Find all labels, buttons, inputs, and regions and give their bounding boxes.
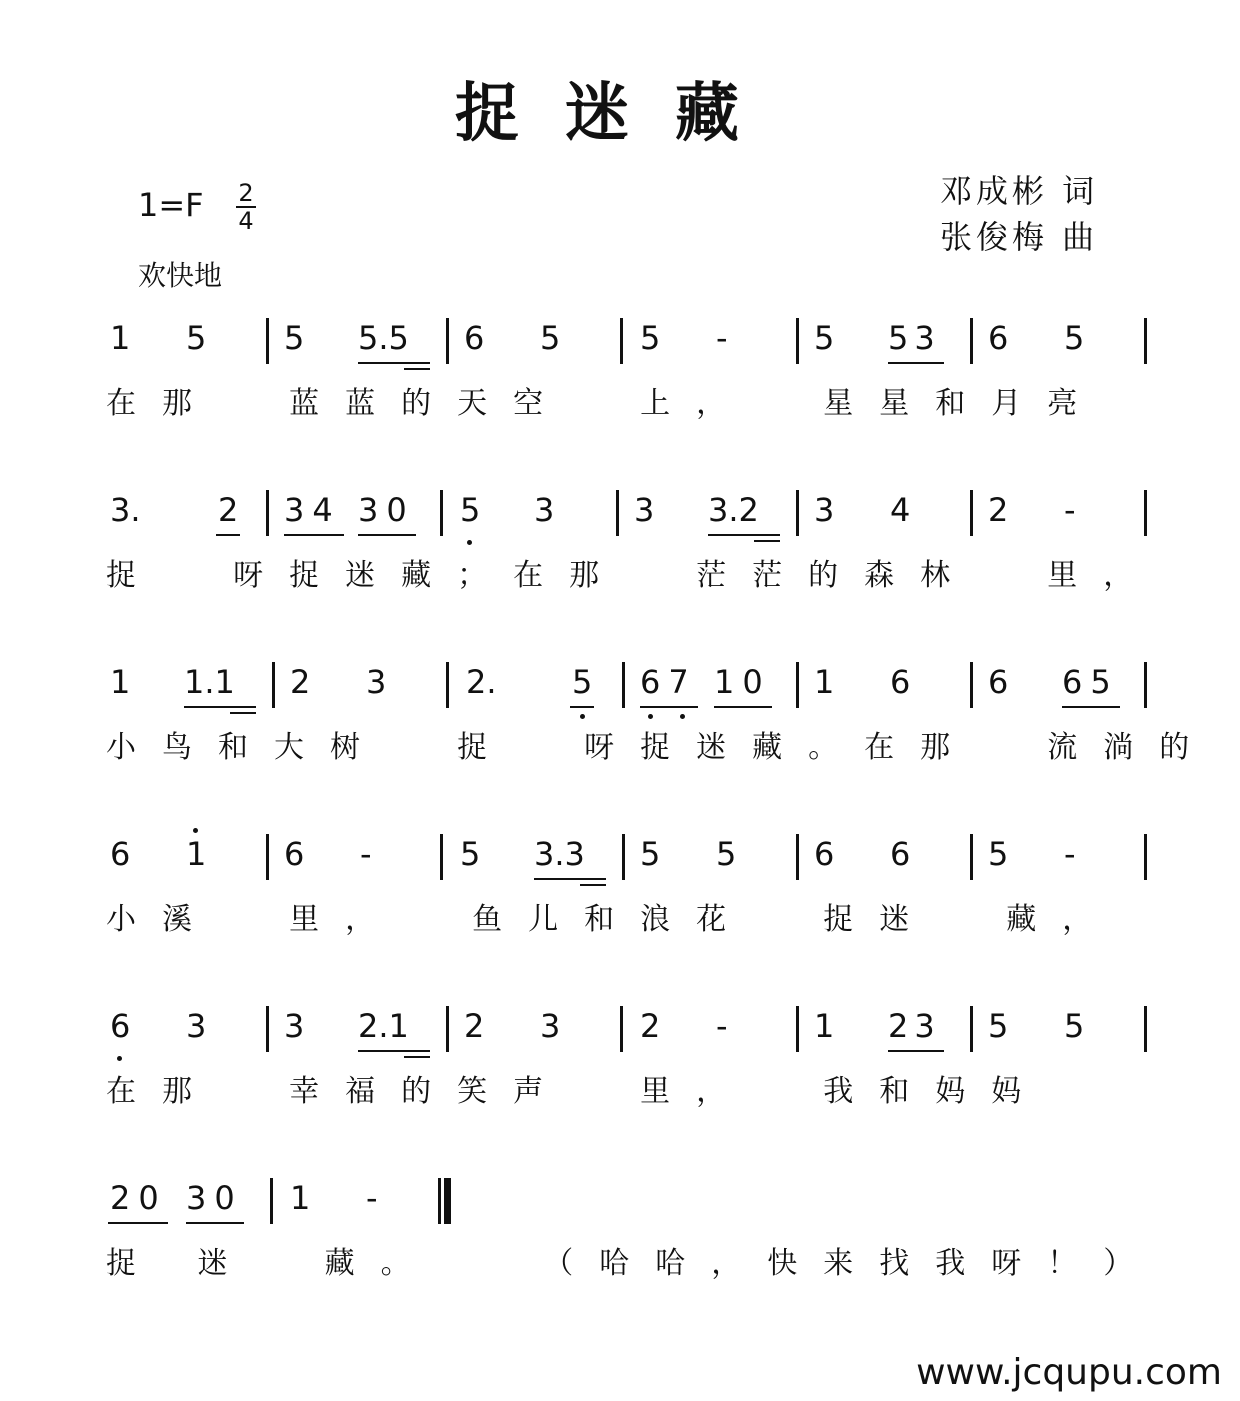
note: 4 [890, 491, 911, 529]
note: 5 [460, 491, 481, 529]
time-sig-bottom: 4 [238, 207, 254, 235]
barline [446, 662, 449, 708]
lyrics-line: 小鸟和大树 捉 呀捉迷藏。在那 流淌的 [106, 730, 1216, 765]
note: 5 [640, 319, 661, 357]
low-octave-dot [680, 714, 685, 719]
note: 1 [290, 1179, 311, 1217]
note: 6 [988, 319, 1009, 357]
low-octave-dot [648, 714, 653, 719]
note: 1 [110, 319, 131, 357]
note: 5 [284, 319, 305, 357]
note: 5 [460, 835, 481, 873]
note: 5 [814, 319, 835, 357]
underline-eighth [708, 534, 780, 536]
score-system-1 [0, 318, 1240, 448]
dash: - [1064, 835, 1076, 873]
barline [970, 490, 973, 536]
note: 3 [540, 1007, 561, 1045]
underline-sixteenth [404, 368, 430, 370]
barline [266, 490, 269, 536]
underline-eighth [358, 534, 416, 536]
note: 3 [534, 491, 555, 529]
lyrics-line: 在那 幸福的笑声 里， 我和妈妈 [106, 1074, 1048, 1109]
note: 2 [988, 491, 1009, 529]
barline [270, 1178, 273, 1224]
barline [440, 834, 443, 880]
barline [1144, 318, 1147, 364]
barline [622, 662, 625, 708]
note: 1 [186, 835, 207, 873]
barline [796, 318, 799, 364]
note: 2 [290, 663, 311, 701]
dash: - [716, 319, 728, 357]
barline [796, 662, 799, 708]
lyrics-line: 捉 呀捉迷藏；在那 茫茫的森林 里， [106, 558, 1160, 593]
note: 5 [1064, 319, 1085, 357]
underline-sixteenth [230, 712, 256, 714]
note: 65 [1062, 663, 1119, 701]
note: 6 [464, 319, 485, 357]
note: 3 [634, 491, 655, 529]
barline [1144, 490, 1147, 536]
note: 3 [366, 663, 387, 701]
dash: - [360, 835, 372, 873]
barline [620, 318, 623, 364]
note: 2 [218, 491, 239, 529]
note: 2 [464, 1007, 485, 1045]
note: 3. [110, 491, 141, 529]
dash: - [1064, 491, 1076, 529]
note: 1 [814, 1007, 835, 1045]
underline-eighth [284, 534, 344, 536]
note: 6 [284, 835, 305, 873]
barline [266, 318, 269, 364]
note: 3 [814, 491, 835, 529]
composer-credit: 张俊梅 曲 [940, 218, 1099, 256]
note: 5 [1064, 1007, 1085, 1045]
barline [796, 1006, 799, 1052]
note: 30 [358, 491, 415, 529]
underline-eighth [570, 706, 594, 708]
underline-eighth [184, 706, 256, 708]
note: 1 [110, 663, 131, 701]
key-signature: 1=F [138, 186, 204, 224]
note: 6 [814, 835, 835, 873]
underline-sixteenth [404, 1056, 430, 1058]
note: 10 [714, 663, 771, 701]
note: 2 [640, 1007, 661, 1045]
underline-eighth [108, 1222, 168, 1224]
time-sig-top: 2 [238, 179, 254, 207]
underline-eighth [534, 878, 606, 880]
note: 6 [890, 663, 911, 701]
barline [970, 1006, 973, 1052]
dash: - [366, 1179, 378, 1217]
barline [620, 1006, 623, 1052]
barline [970, 318, 973, 364]
underline-eighth [358, 1050, 430, 1052]
barline [272, 662, 275, 708]
lyrics-line: 小溪 里， 鱼儿和浪花 捉迷 藏， [106, 902, 1119, 937]
note: 5.5 [358, 319, 409, 357]
underline-eighth [186, 1222, 244, 1224]
note: 1 [814, 663, 835, 701]
note: 6 [890, 835, 911, 873]
barline [1144, 834, 1147, 880]
underline-sixteenth [754, 540, 780, 542]
underline-eighth [888, 1050, 944, 1052]
score-system-6 [0, 1178, 1240, 1308]
note: 67 [640, 663, 697, 701]
low-octave-dot [580, 714, 585, 719]
note: 5 [640, 835, 661, 873]
score-system-2 [0, 490, 1240, 620]
tempo-marking: 欢快地 [138, 259, 223, 292]
note: 3.2 [708, 491, 759, 529]
barline [266, 834, 269, 880]
score-system-4 [0, 834, 1240, 964]
barline [970, 834, 973, 880]
underline-eighth [358, 362, 430, 364]
barline [622, 834, 625, 880]
barline [1144, 662, 1147, 708]
low-octave-dot [467, 540, 472, 545]
site-watermark: www.jcqupu.com [916, 1352, 1222, 1393]
time-signature [234, 180, 258, 234]
underline-eighth [888, 362, 944, 364]
barline [796, 834, 799, 880]
barline [446, 1006, 449, 1052]
barline [796, 490, 799, 536]
song-title: 捉迷藏 [455, 76, 785, 151]
note: 5 [988, 835, 1009, 873]
note: 5 [186, 319, 207, 357]
note: 1.1 [184, 663, 235, 701]
lyricist-credit: 邓成彬 词 [940, 172, 1099, 210]
barline [1144, 1006, 1147, 1052]
final-barline-thick [444, 1178, 451, 1224]
final-barline-thin [438, 1178, 441, 1224]
underline-eighth [714, 706, 772, 708]
note: 5 [716, 835, 737, 873]
note: 30 [186, 1179, 243, 1217]
note: 20 [110, 1179, 167, 1217]
barline [440, 490, 443, 536]
note: 2.1 [358, 1007, 409, 1045]
underline-eighth [216, 534, 240, 536]
lyrics-line: 在那 蓝蓝的天空 上， 星星和月亮 [106, 386, 1104, 421]
dash: - [716, 1007, 728, 1045]
note: 23 [888, 1007, 941, 1045]
note: 5 [988, 1007, 1009, 1045]
score-system-3 [0, 662, 1240, 792]
underline-eighth [640, 706, 698, 708]
note: 6 [988, 663, 1009, 701]
note: 34 [284, 491, 341, 529]
note: 6 [110, 835, 131, 873]
barline [446, 318, 449, 364]
note: 3 [284, 1007, 305, 1045]
note: 53 [888, 319, 941, 357]
note: 2. [466, 663, 497, 701]
underline-sixteenth [580, 884, 606, 886]
note: 5 [540, 319, 561, 357]
underline-eighth [1062, 706, 1120, 708]
barline [970, 662, 973, 708]
low-octave-dot [117, 1056, 122, 1061]
note: 5 [572, 663, 593, 701]
score-system-5 [0, 1006, 1240, 1136]
lyrics-line: 捉 迷 藏。 （哈哈，快来找我呀！） [106, 1246, 1160, 1281]
note: 6 [110, 1007, 131, 1045]
barline [616, 490, 619, 536]
barline [266, 1006, 269, 1052]
high-octave-dot [193, 828, 198, 833]
note: 3 [186, 1007, 207, 1045]
note: 3.3 [534, 835, 585, 873]
